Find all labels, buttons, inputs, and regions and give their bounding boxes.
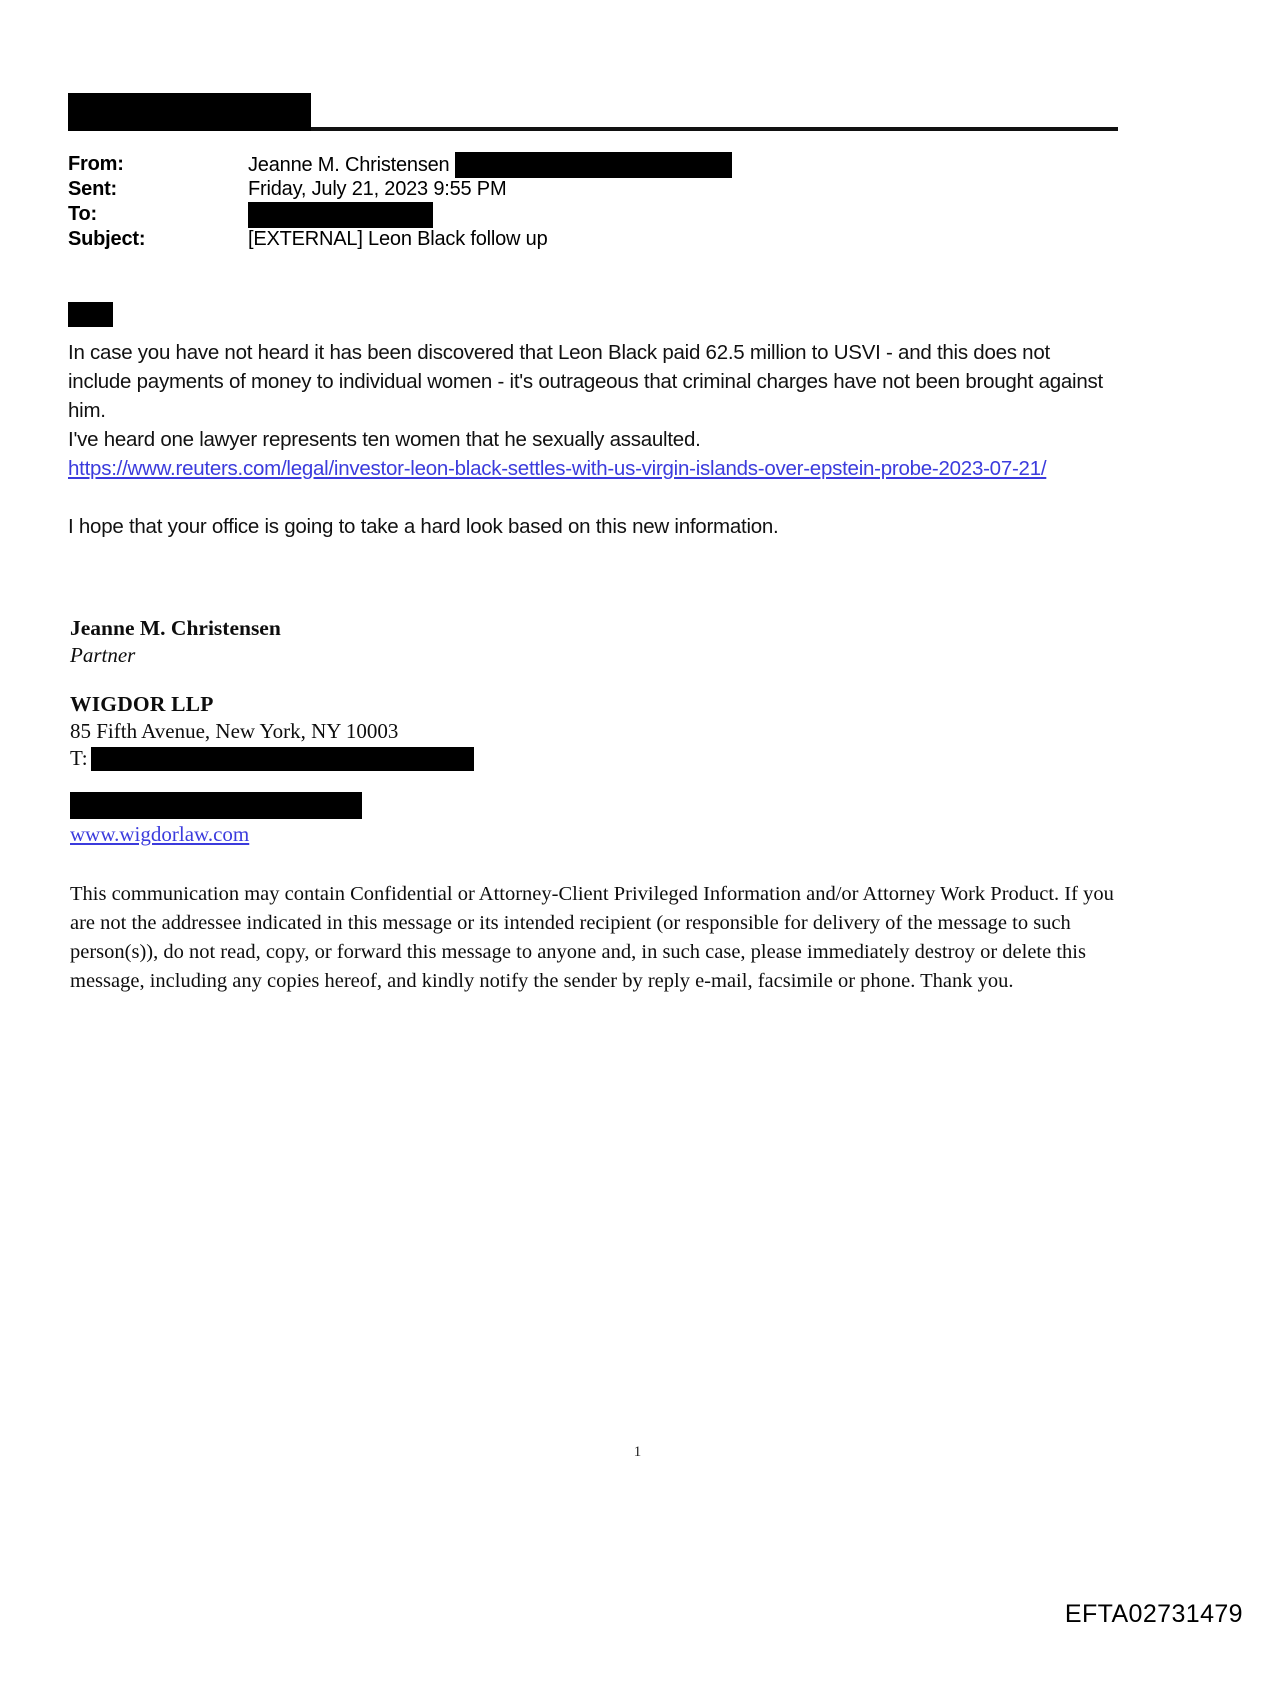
signature-firm-name: WIGDOR LLP [70,692,214,716]
header-row-to [68,202,1128,227]
signature-spacer [70,669,770,691]
signature-title: Partner [70,643,136,667]
header-row-sent [68,177,1128,202]
header-label-from: From: [68,153,124,175]
header-value-subject: [EXTERNAL] Leon Black follow up [248,228,548,250]
signature-phone-label: T: [70,746,88,770]
header-label-sent: Sent: [68,178,118,200]
redaction-bar-to-recipient [248,202,433,228]
body-paragraph-1: In case you have not heard it has been discovered that Leon Black paid 62.5 million to USVI - and this does not include payments of money to individual women - it's outrageous that criminal charges have not been brought against him. [68,341,1103,422]
header-row-from [68,152,1128,177]
signature-website-link[interactable]: www.wigdorlaw.com [70,822,250,846]
redaction-bar-header [68,93,311,131]
bates-stamp: EFTA02731479 [1064,1600,1243,1628]
redaction-bar-phone-number [91,747,474,771]
email-header-fields [68,152,1128,252]
header-row-subject [68,227,1128,252]
signature-address: 85 Fifth Avenue, New York, NY 10003 [70,719,399,743]
body-link-reuters-article[interactable] [68,454,1108,483]
body-spacer [68,483,1108,512]
confidentiality-disclaimer: This communication may contain Confidential or Attorney-Client Privileged Information and/or Attorney Work Product. If you are not the addressee indicated in this message or its intended recipient (or responsible for delivery of the message to such person(s)), do not read, copy, or forward this message to anyone and, in such case, please immediately destroy or delete this message, including any copies hereof, and kindly notify the sender by reply e-mail, facsimile or phone. Thank you. [70,883,1114,992]
reuters-article-url[interactable]: https://www.reuters.com/legal/investor-leon-black-settles-with-us-virgin-islands-over-epstein-probe-2023-07-21/ [68,457,1047,480]
signature-phone-row [70,745,770,772]
signature-name: Jeanne M. Christensen [70,616,281,640]
body-paragraph-3: I hope that your office is going to take a hard look based on this new information. [68,515,779,538]
header-value-to [248,202,433,228]
header-label-subject: Subject: [68,228,146,250]
header-label-to: To: [68,203,98,225]
header-value-sent: Friday, July 21, 2023 9:55 PM [248,178,507,200]
email-body [68,302,1108,541]
signature-block [70,615,770,848]
redaction-bar-greeting [68,302,113,327]
header-rule [311,127,1118,131]
header-value-from [248,152,732,178]
redaction-bar-signature-extra [70,792,362,819]
body-text-block [68,338,1108,541]
header-banner [68,93,1118,131]
redaction-bar-from-email [455,152,732,178]
body-paragraph-2: I've heard one lawyer represents ten women that he sexually assaulted. [68,428,701,451]
from-sender-name: Jeanne M. Christensen [248,153,450,176]
page-number: 1 [633,1444,642,1460]
